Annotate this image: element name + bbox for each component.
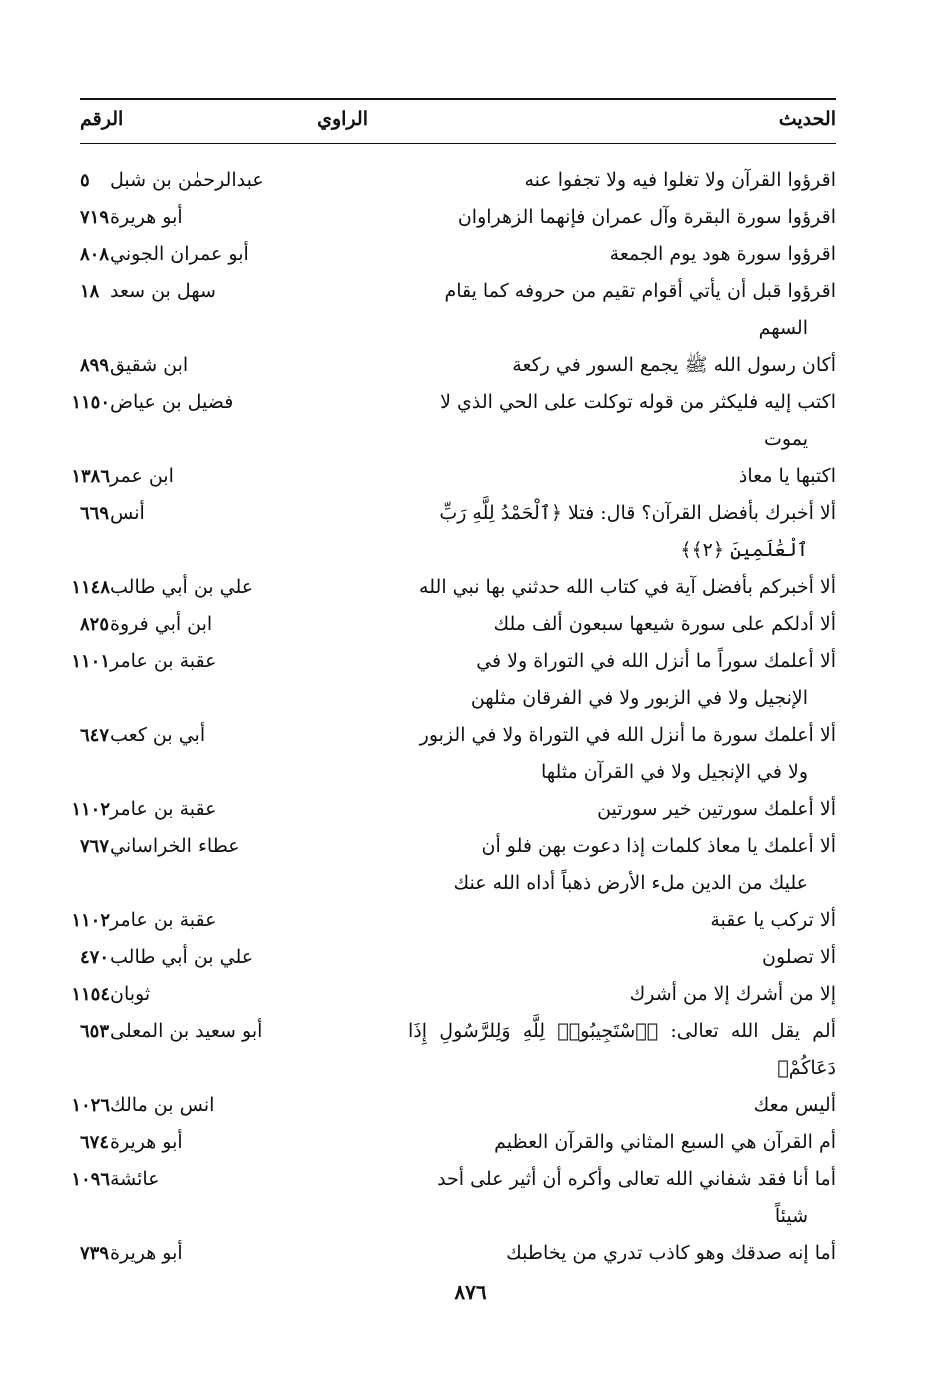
number-cell: ٧٦٧ (80, 836, 110, 857)
number-cell: ٧١٩ (80, 207, 110, 228)
hadith-text: اقرؤوا القرآن ولا تغلوا فيه ولا تجفوا عنه (524, 169, 836, 191)
hadith-cell (408, 1235, 836, 1272)
hadith-cell (408, 458, 836, 495)
hadith-text: ألا أخبركم بأفضل آية في كتاب الله حدثني بها نبي الله (419, 576, 836, 598)
table-row (80, 1124, 836, 1161)
hadith-text: ألا أعلمك سوراً ما أنزل الله في التوراة ولا في (476, 650, 836, 672)
number-cell: ١١٥٤ (71, 984, 110, 1005)
table-row (71, 384, 836, 458)
table-row (71, 791, 836, 828)
hadith-text: ألا أعلمك سورتين خير سورتين (597, 798, 836, 820)
table-row (80, 495, 836, 569)
hadith-continuation: شيئاً (774, 1205, 808, 1227)
rawi-cell: علي بن أبي طالب (110, 576, 254, 598)
table-row (80, 939, 836, 976)
hadith-cell (408, 643, 836, 717)
hadith-text: ألا أعلمك سورة ما أنزل الله في التوراة ولا في الزبور (419, 724, 836, 746)
table-row (80, 1013, 836, 1087)
number-cell: ٦٧٤ (80, 1132, 110, 1153)
rawi-cell: انس بن مالك (110, 1094, 215, 1116)
hadith-text: ألم يقل الله تعالى: ﴿ٱسْتَجِيبُوا۟ لِلَّهِ وَلِلرَّسُولِ إِذَا دَعَاكُمْ﴾ (408, 1020, 836, 1079)
hadith-text: أما إنه صدقك وهو كاذب تدري من يخاطبك (506, 1242, 836, 1264)
number-cell: ١١٠٢ (71, 910, 110, 931)
hadith-cell (408, 569, 836, 606)
rawi-cell: أبو هريرة (110, 1242, 183, 1264)
table-row (80, 606, 836, 643)
hadith-cell (408, 1087, 836, 1124)
rawi-cell: ابن شقيق (110, 354, 189, 376)
hadith-cell (408, 1013, 836, 1087)
number-cell: ١٠٢٦ (71, 1095, 110, 1116)
hadith-cell (408, 976, 836, 1013)
header-rawi: الراوي (317, 108, 368, 130)
table-row (71, 569, 836, 606)
table-row (80, 273, 836, 347)
hadith-text: إلا من أشرك إلا من أشرك (629, 983, 836, 1005)
rawi-cell: سهل بن سعد (110, 280, 216, 302)
rawi-cell: علي بن أبي طالب (110, 946, 254, 968)
hadith-text: ألا تصلون (762, 946, 836, 968)
hadith-continuation: الإنجيل ولا في الزبور ولا في الفرقان مثلهن (470, 687, 808, 709)
rawi-cell: عطاء الخراساني (110, 835, 240, 857)
hadith-cell (408, 828, 836, 902)
number-cell: ٨٩٩ (80, 355, 110, 376)
rawi-cell: أبو هريرة (110, 1131, 183, 1153)
number-cell: ١١٥٠ (71, 392, 110, 413)
hadith-text: ألا أدلكم على سورة شيعها سبعون ألف ملك (493, 613, 836, 635)
hadith-cell (408, 1124, 836, 1161)
hadith-cell (408, 236, 836, 273)
hadith-continuation: ولا في الإنجيل ولا في القرآن مثلها (540, 761, 808, 783)
number-cell: ٦٥٣ (80, 1021, 110, 1042)
number-cell: ١١٤٨ (71, 577, 110, 598)
rawi-cell: عقبة بن عامر (110, 798, 217, 820)
hadith-cell (408, 606, 836, 643)
number-cell: ٦٤٧ (80, 725, 110, 746)
table-header (80, 104, 836, 138)
number-cell: ١١٠٢ (71, 799, 110, 820)
table-row (80, 1235, 836, 1272)
table-row (80, 717, 836, 791)
rawi-cell: فضيل بن عياض (110, 391, 234, 413)
header-rule (80, 143, 836, 144)
table-row (80, 199, 836, 236)
number-cell: ١٨ (80, 281, 100, 302)
hadith-text: اقرؤوا قبل أن يأتي أقوام تقيم من حروفه كما يقام (444, 280, 836, 302)
rawi-cell: أبو هريرة (110, 206, 183, 228)
table-row (71, 643, 836, 717)
rawi-cell: عائشة (110, 1168, 160, 1190)
hadith-cell (408, 199, 836, 236)
hadith-text: أليس معك (753, 1094, 836, 1116)
table-row (71, 1161, 836, 1235)
hadith-continuation: عليك من الدين ملء الأرض ذهباً أداه الله عنك (453, 872, 808, 894)
number-cell: ٥ (80, 170, 90, 191)
rawi-cell: عقبة بن عامر (110, 650, 217, 672)
table-row (80, 162, 836, 199)
rawi-cell: أنس (110, 502, 145, 524)
number-cell: ١١٠١ (71, 651, 110, 672)
number-cell: ٨٠٨ (80, 244, 110, 265)
rawi-cell: عبدالرحمٰن بن شبل (110, 169, 264, 191)
hadith-text: ألا تركب يا عقبة (710, 909, 836, 931)
hadith-table (71, 162, 836, 1272)
number-cell: ٧٣٩ (80, 1243, 110, 1264)
table-row (80, 347, 836, 384)
rawi-cell: ثوبان (110, 983, 151, 1005)
hadith-cell (408, 162, 836, 199)
hadith-cell (408, 384, 836, 458)
hadith-cell (408, 902, 836, 939)
header-hadith: الحديث (778, 108, 836, 130)
hadith-text: أما أنا فقد شفاني الله تعالى وأكره أن أثير على أحد (437, 1168, 836, 1190)
header-number: الرقم (80, 108, 124, 130)
page-number: ٨٧٦ (454, 1280, 487, 1304)
table-row (80, 828, 836, 902)
hadith-text: اقرؤوا سورة البقرة وآل عمران فإنهما الزهراوان (457, 206, 836, 228)
number-cell: ٤٧٠ (80, 947, 110, 968)
hadith-cell (408, 495, 836, 569)
hadith-cell (408, 1161, 836, 1235)
rawi-cell: أبو عمران الجوني (110, 243, 249, 265)
hadith-cell (408, 717, 836, 791)
table-row (71, 976, 836, 1013)
rawi-cell: عقبة بن عامر (110, 909, 217, 931)
hadith-continuation: ٱلْعَٰلَمِينَ ﴿٢﴾﴾ (680, 539, 808, 561)
number-cell: ١٠٩٦ (71, 1169, 110, 1190)
hadith-text: أكان رسول الله ﷺ يجمع السور في ركعة (512, 354, 836, 376)
hadith-continuation: السهم (758, 317, 808, 339)
hadith-text: ألا أعلمك يا معاذ كلمات إذا دعوت بهن فلو أن (481, 835, 836, 857)
hadith-text: ألا أخبرك بأفضل القرآن؟ قال: فتلا ﴿ٱلْحَمْدُ لِلَّهِ رَبِّ (439, 502, 836, 524)
hadith-text: اكتبها يا معاذ (738, 465, 836, 487)
hadith-cell (408, 273, 836, 347)
hadith-continuation: يموت (764, 428, 808, 450)
rawi-cell: أبي بن كعب (110, 724, 206, 746)
hadith-text: اكتب إليه فليكثر من قوله توكلت على الحي الذي لا (440, 391, 836, 413)
rawi-cell: أبو سعيد بن المعلى (110, 1020, 263, 1042)
hadith-cell (408, 347, 836, 384)
hadith-cell (408, 939, 836, 976)
rawi-cell: ابن أبي فروة (110, 613, 213, 635)
table-row (71, 1087, 836, 1124)
number-cell: ١٣٨٦ (71, 466, 110, 487)
table-row (71, 458, 836, 495)
top-rule (80, 98, 836, 100)
number-cell: ٨٢٥ (80, 614, 110, 635)
hadith-cell (408, 791, 836, 828)
table-row (80, 236, 836, 273)
number-cell: ٦٦٩ (80, 503, 110, 524)
hadith-text: اقرؤوا سورة هود يوم الجمعة (609, 243, 836, 265)
rawi-cell: ابن عمر (110, 465, 174, 487)
table-row (71, 902, 836, 939)
hadith-text: أم القرآن هي السبع المثاني والقرآن العظيم (494, 1131, 836, 1153)
